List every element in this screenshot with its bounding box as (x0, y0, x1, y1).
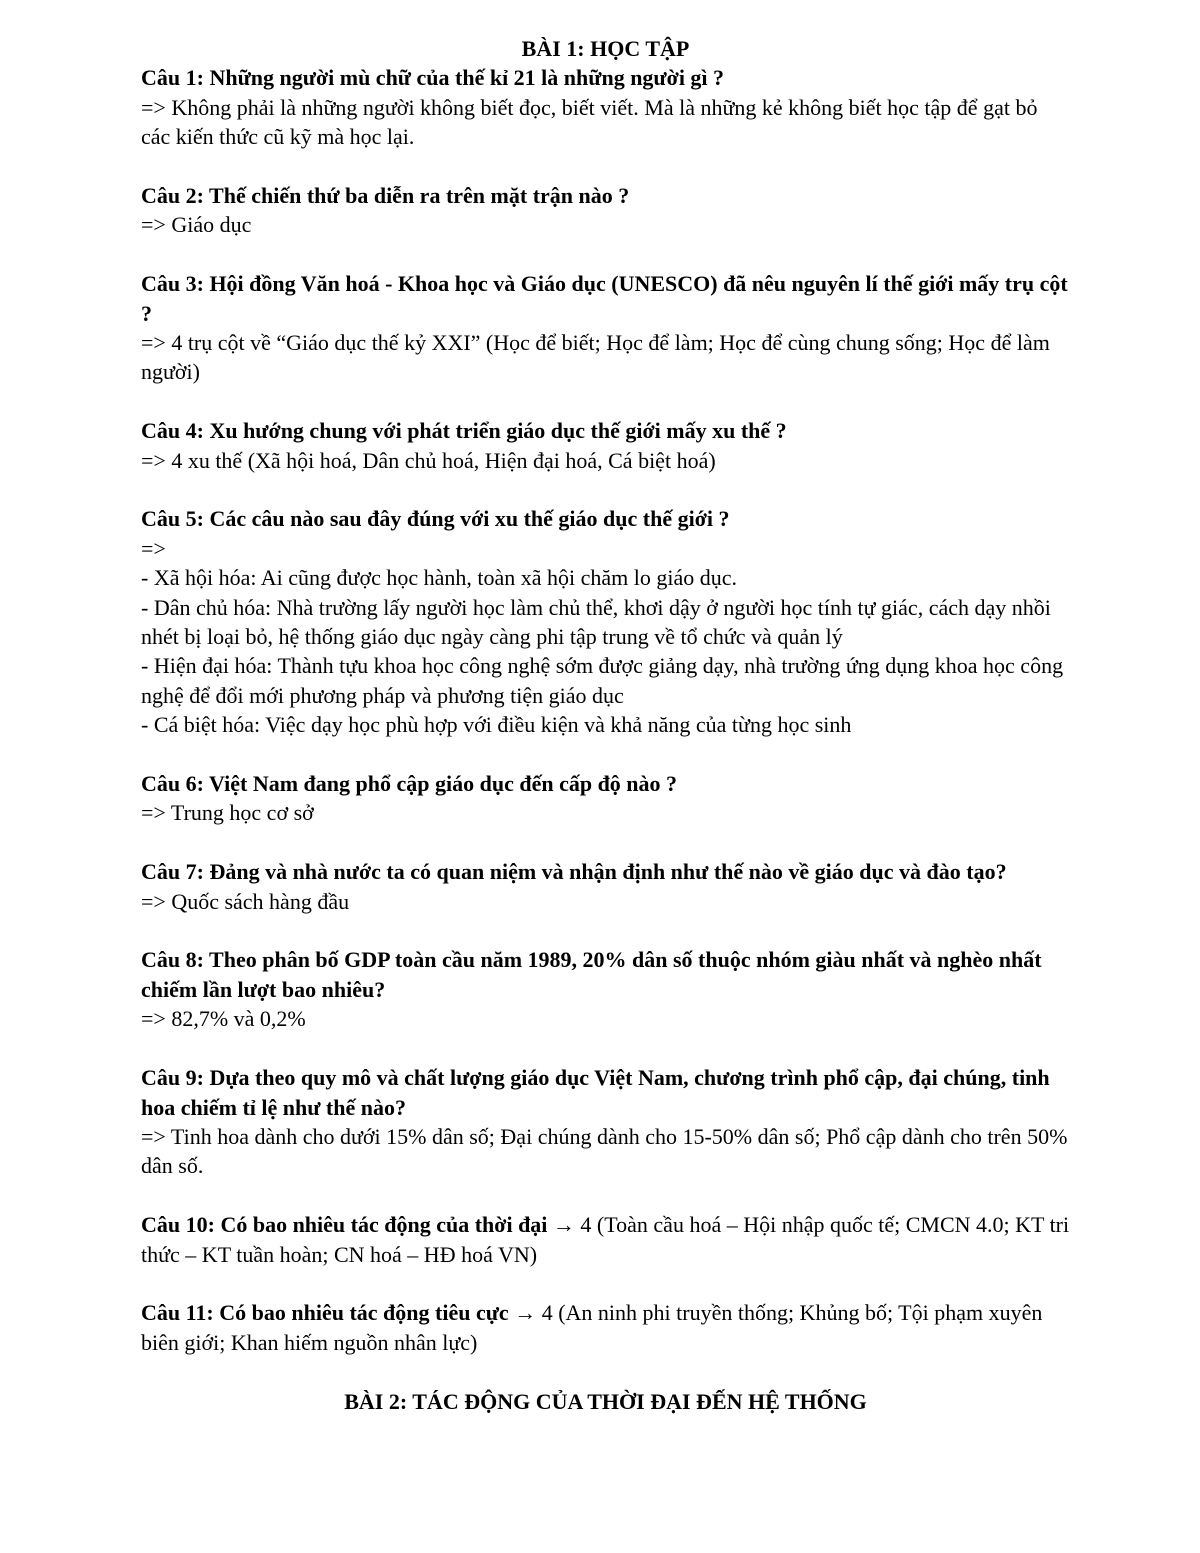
lesson-1-title: BÀI 1: HỌC TẬP (521, 36, 690, 61)
question-text: Câu 2: Thế chiến thứ ba diễn ra trên mặt trận nào ? (141, 183, 630, 209)
question-text: Câu 6: Việt Nam đang phổ cập giáo dục đến cấp độ nào ? (141, 771, 678, 797)
answer-text: → 4 (Toàn cầu hoá – Hội nhập quốc tế; CMCN 4.0; KT tri thức – KT tuần hoàn; CN hoá – HĐ hoá VN) (141, 1212, 1070, 1267)
answer-text: => Giáo dục (141, 212, 252, 238)
question-text: Câu 4: Xu hướng chung với phát triển giáo dục thế giới mấy xu thế ? (141, 418, 787, 444)
question-text: Câu 9: Dựa theo quy mô và chất lượng giáo dục Việt Nam, chương trình phổ cập, đại chúng, tinh hoa chiếm tỉ lệ như thế nào? (141, 1065, 1050, 1120)
answer-text: => 82,7% và 0,2% (141, 1006, 306, 1032)
question-11 (141, 1298, 1070, 1357)
answer-text: => 4 xu thế (Xã hội hoá, Dân chủ hoá, Hiện đại hoá, Cá biệt hoá) (141, 447, 716, 473)
question-3 (141, 269, 1070, 387)
question-4 (141, 416, 1070, 475)
question-text: Câu 8: Theo phân bố GDP toàn cầu năm 1989, 20% dân số thuộc nhóm giàu nhất và nghèo nhất chiếm lần lượt bao nhiêu? (141, 947, 1042, 1002)
bullet-item: - Cá biệt hóa: Việc dạy học phù hợp với điều kiện và khả năng của từng học sinh (141, 712, 852, 738)
answer-text: => Trung học cơ sở (141, 800, 314, 826)
answer-text: => Tinh hoa dành cho dưới 15% dân số; Đại chúng dành cho 15-50% dân số; Phổ cập dành cho trên 50% dân số. (141, 1123, 1068, 1179)
question-text: Câu 1: Những người mù chữ của thế kỉ 21 là những người gì ? (141, 65, 725, 91)
question-text: Câu 7: Đảng và nhà nước ta có quan niệm và nhận định như thế nào về giáo dục và đào tạo? (141, 859, 1007, 885)
question-7 (141, 857, 1070, 916)
question-6 (141, 769, 1070, 828)
question-9 (141, 1063, 1070, 1181)
bullet-item: - Xã hội hóa: Ai cũng được học hành, toàn xã hội chăm lo giáo dục. (141, 565, 738, 591)
question-2 (141, 181, 1070, 240)
answer-text: → 4 (An ninh phi truyền thống; Khủng bố; Tội phạm xuyên biên giới; Khan hiếm nguồn nhân lực) (141, 1300, 1043, 1355)
bullet-item: - Hiện đại hóa: Thành tựu khoa học công nghệ sớm được giảng dạy, nhà trường ứng dụng khoa học công nghệ để đổi mới phương pháp và phương tiện giáo dục (141, 653, 1064, 708)
answer-text: => Quốc sách hàng đầu (141, 888, 350, 914)
question-1 (141, 63, 1070, 151)
question-8 (141, 945, 1070, 1033)
answer-text: => Không phải là những người không biết đọc, biết viết. Mà là những kẻ không biết học tập để gạt bỏ các kiến thức cũ kỹ mà học lại. (141, 94, 1038, 150)
question-10 (141, 1210, 1070, 1269)
question-text: Câu 5: Các câu nào sau đây đúng với xu thế giáo dục thế giới ? (141, 506, 730, 532)
answer-text: => 4 trụ cột về “Giáo dục thế kỷ XXI” (Học để biết; Học để làm; Học để cùng chung sống; Học để làm người) (141, 330, 1050, 385)
lesson-2-title: BÀI 2: TÁC ĐỘNG CỦA THỜI ĐẠI ĐẾN HỆ THỐNG (344, 1388, 867, 1414)
answer-text: => (141, 535, 166, 561)
question-text: Câu 11: Có bao nhiêu tác động tiêu cực (141, 1300, 509, 1326)
question-5 (141, 504, 1070, 739)
question-text: Câu 3: Hội đồng Văn hoá - Khoa học và Giáo dục (UNESCO) đã nêu nguyên lí thế giới mấy trụ cột ? (141, 271, 1068, 326)
question-text: Câu 10: Có bao nhiêu tác động của thời đại (141, 1212, 548, 1238)
bullet-item: - Dân chủ hóa: Nhà trường lấy người học làm chủ thể, khơi dậy ở người học tính tự giác, cách dạy nhồi nhét bị loại bỏ, hệ thống giáo dục ngày càng phi tập trung về tổ chức và quản lý (141, 594, 1051, 650)
